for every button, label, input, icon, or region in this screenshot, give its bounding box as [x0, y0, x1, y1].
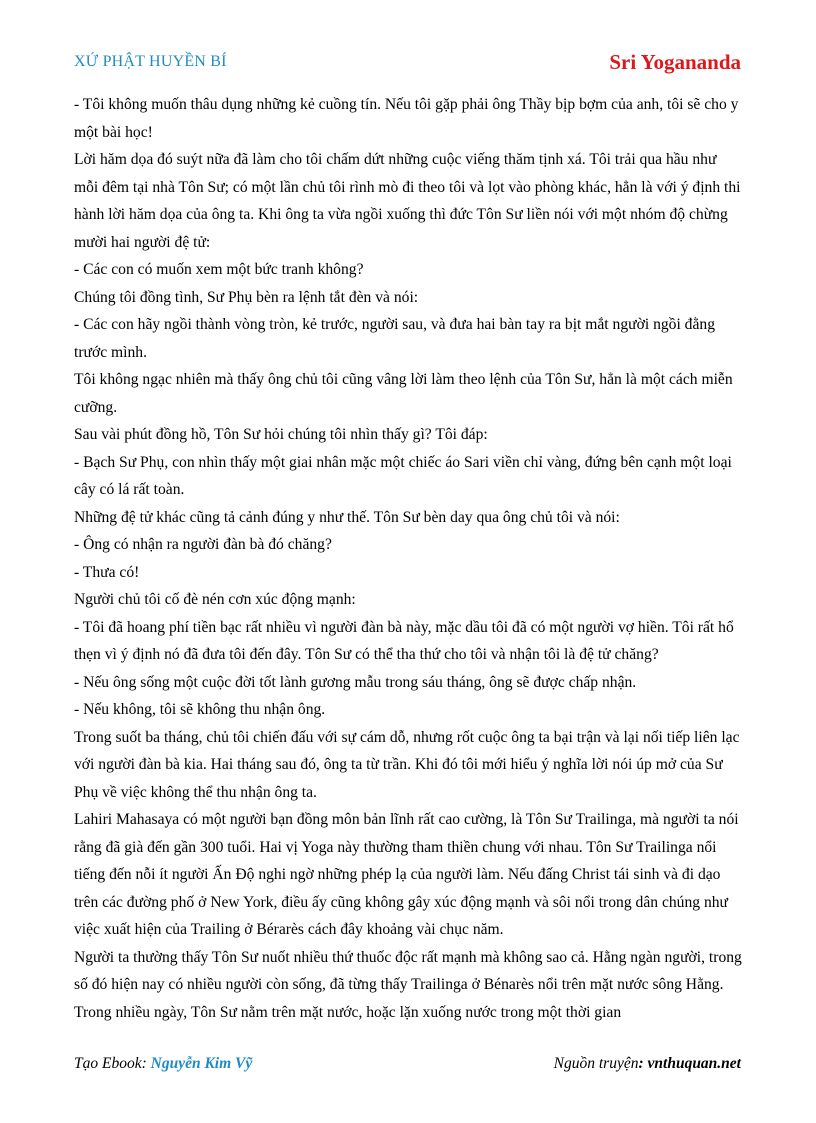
paragraph: - Tôi đã hoang phí tiền bạc rất nhiều vì người đàn bà này, mặc dầu tôi đã có một người vợ hiền. Tôi rất hổ thẹn vì ý định nó đã đưa tôi đến đây. Tôn Sư có thể tha thứ cho tôi và nhận tôi là đệ tử chăng? [74, 618, 734, 663]
source-label: Nguồn truyện [553, 1055, 639, 1072]
paragraph: - Các con có muốn xem một bức tranh không? [74, 261, 364, 278]
source-credit: Nguồn truyện: vnthuquan.net [553, 1055, 741, 1072]
paragraph: Sau vài phút đồng hồ, Tôn Sư hỏi chúng tôi nhìn thấy gì? Tôi đáp: [74, 426, 488, 443]
paragraph: Chúng tôi đồng tình, Sư Phụ bèn ra lệnh tắt đèn và nói: [74, 288, 419, 306]
credit-name: Nguyễn Kim Vỹ [150, 1055, 253, 1072]
paragraph: Người ta thường thấy Tôn Sư nuốt nhiều thứ thuốc độc rất mạnh mà không sao cả. Hằng ngàn người, trong số đó hiện nay có nhiều người còn sống, đã từng thấy Trailinga ở Bénarès nổi trên mặt nước sông Hằng. Trong nhiều ngày, Tôn Sư nằm trên mặt nước, hoặc lặn xuống nước trong một thời gian [74, 948, 742, 1021]
page-footer [74, 1055, 741, 1079]
paragraph: - Thưa có! [74, 563, 140, 581]
paragraph: Lời hăm dọa đó suýt nữa đã làm cho tôi chấm dứt những cuộc viếng thăm tịnh xá. Tôi trải qua hầu như mỗi đêm tại nhà Tôn Sư; có một lần chủ tôi rình mò đi theo tôi và lọt vào phòng khác, hẳn là với ý định thi hành lời hăm dọa của ông ta. Khi ông ta vừa ngồi xuống thì đức Tôn Sư liền nói với một nhóm độ chừng mười hai người đệ tử: [74, 151, 741, 251]
paragraph: - Bạch Sư Phụ, con nhìn thấy một giai nhân mặc một chiếc áo Sari viền chỉ vàng, đứng bên cạnh một loại cây có lá rất toàn. [74, 453, 732, 498]
paragraph: - Nếu ông sống một cuộc đời tốt lành gương mẫu trong sáu tháng, ông sẽ được chấp nhận. [74, 673, 637, 691]
ebook-credit: Tạo Ebook: Nguyễn Kim Vỹ [74, 1055, 253, 1072]
paragraph: - Nếu không, tôi sẽ không thu nhận ông. [74, 701, 326, 718]
paragraph: Trong suốt ba tháng, chủ tôi chiến đấu với sự cám dỗ, nhưng rốt cuộc ông ta bại trận và lại nối tiếp liên lạc với người đàn bà kia. Hai tháng sau đó, ông ta từ trần. Khi đó tôi mới hiểu ý nghĩa lời nói úp mở của Sư Phụ về việc không thể thu nhận ông ta. [74, 728, 740, 801]
paragraph: - Tôi không muốn thâu dụng những kẻ cuồng tín. Nếu tôi gặp phải ông Thầy bịp bợm của anh, tôi sẽ cho y một bài học! [74, 96, 739, 141]
paragraph: Những đệ tử khác cũng tả cảnh đúng y như thế. Tôn Sư bèn day qua ông chủ tôi và nói: [74, 508, 620, 526]
paragraph: - Các con hãy ngồi thành vòng tròn, kẻ trước, người sau, và đưa hai bàn tay ra bịt mắt người ngồi đằng trước mình. [74, 316, 715, 361]
book-title: XỨ PHẬT HUYỀN BÍ [74, 53, 227, 70]
paragraph: Lahiri Mahasaya có một người bạn đồng môn bản lĩnh rất cao cường, là Tôn Sư Trailinga, mà người ta nói rằng đã già đến gần 300 tuổi. Hai vị Yoga này thường tham thiền chung với nhau. Tôn Sư Trailinga nổi tiếng đến nỗi ít người Ấn Độ nghi ngờ những phép lạ của người làm. Nếu đấng Christ tái sinh và đi dạo trên các đường phố ở New York, điều ấy cũng không gây xúc động mạnh và sôi nổi trong dân chúng như việc xuất hiện của Trailing ở Bérarès cách đây khoảng vài chục năm. [74, 811, 739, 938]
paragraph: Người chủ tôi cố đè nén cơn xúc động mạnh: [74, 591, 356, 608]
paragraph: - Ông có nhận ra người đàn bà đó chăng? [74, 536, 332, 553]
credit-label: Tạo Ebook [74, 1055, 142, 1072]
source-name: vnthuquan.net [647, 1055, 741, 1072]
page-body [74, 91, 744, 1026]
author-name: Sri Yogananda [609, 50, 741, 74]
paragraph: Tôi không ngạc nhiên mà thấy ông chủ tôi cũng vâng lời làm theo lệnh của Tôn Sư, hẳn là một cách miễn cưỡng. [74, 371, 733, 416]
page-header [74, 50, 741, 80]
